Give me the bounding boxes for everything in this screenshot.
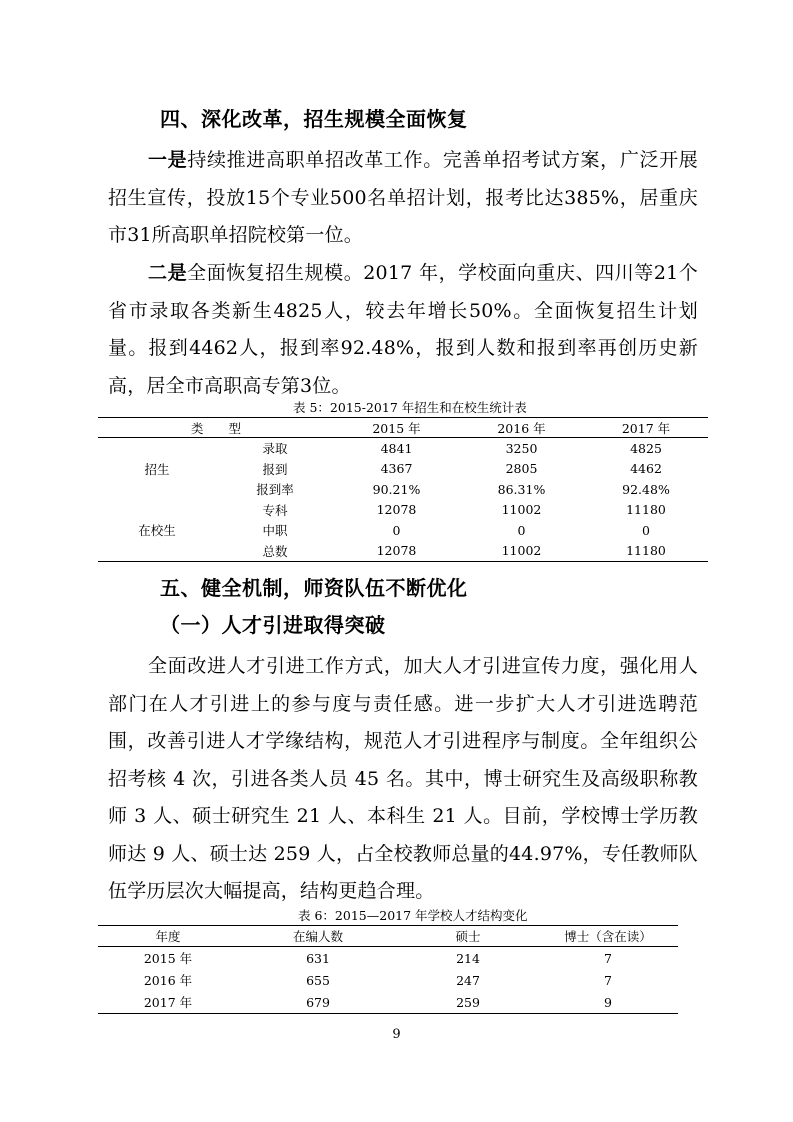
row-label: 总数	[262, 543, 288, 559]
cell: 2015 年	[143, 951, 193, 966]
talent-structure-table	[98, 925, 678, 1014]
cell: 3250	[505, 440, 538, 456]
cell: 0	[392, 522, 401, 538]
cell: 2017 年	[143, 995, 193, 1010]
cell: 631	[306, 950, 330, 966]
table-header-row	[98, 418, 708, 438]
header-type: 类 型	[98, 418, 334, 438]
paragraph-recruitment-scale	[108, 255, 698, 405]
cell: 12078	[376, 502, 417, 518]
cell: 2016 年	[143, 973, 193, 988]
cell: 4841	[380, 440, 413, 456]
cell: 11002	[501, 502, 542, 518]
section-heading-4: 四、深化改革，招生规模全面恢复	[160, 107, 468, 131]
row-label: 专科	[262, 502, 288, 518]
cell: 11180	[626, 502, 666, 518]
table5-caption: 表 5：2015-2017 年招生和在校生统计表	[293, 400, 527, 415]
header-staff: 在编人数	[238, 926, 398, 947]
cell: 259	[456, 994, 480, 1010]
row-label: 中职	[262, 523, 288, 539]
cell: 2805	[505, 461, 538, 477]
cell: 12078	[376, 543, 417, 559]
row-label: 报到	[262, 461, 288, 477]
table-row	[98, 438, 708, 459]
cell: 0	[517, 522, 526, 538]
group-label-enrolled: 在校生	[138, 523, 176, 539]
cell: 4825	[630, 440, 662, 456]
paragraph-text: 全面恢复招生规模。2017 年，学校面向重庆、四川等21个省市录取各类新生4825人，较去年增长50%。全面恢复招生计划量。报到4462人，报到率92.48%，报到人数和报到率再创历史新高，居全市高职高专第3位。	[108, 262, 698, 397]
subsection-heading-1: （一）人才引进取得突破	[160, 613, 386, 637]
table-row	[98, 991, 678, 1014]
cell: 679	[306, 994, 330, 1010]
paragraph-lead: 二是	[148, 262, 188, 284]
row-label: 报到率	[256, 482, 294, 498]
cell: 9	[604, 994, 612, 1010]
header-master: 硕士	[398, 926, 538, 947]
cell: 7	[604, 972, 612, 988]
cell: 0	[642, 522, 650, 538]
section-heading-5: 五、健全机制，师资队伍不断优化	[160, 576, 468, 600]
page-number: 9	[392, 1027, 401, 1042]
paragraph-lead: 一是	[148, 149, 188, 171]
table6-caption: 表 6：2015—2017 年学校人才结构变化	[298, 908, 528, 923]
cell: 4462	[630, 461, 662, 477]
cell: 7	[604, 950, 612, 966]
paragraph-text: 持续推进高职单招改革工作。完善单招考试方案，广泛开展招生宣传，投放15个专业500名单招计划，报考比达385%，居重庆市31所高职单招院校第一位。	[108, 149, 699, 246]
cell: 11180	[626, 543, 666, 559]
header-phd: 博士（含在读）	[538, 926, 678, 947]
paragraph-recruitment-reform	[108, 142, 698, 255]
table-row	[98, 500, 708, 521]
table-row	[98, 947, 678, 970]
cell: 4367	[380, 461, 413, 477]
cell: 655	[306, 972, 330, 988]
cell: 90.21%	[372, 481, 421, 497]
enrollment-statistics-table	[98, 417, 708, 562]
header-year: 年度	[98, 926, 238, 947]
group-label-enrollment: 招生	[144, 461, 170, 477]
cell: 11002	[501, 543, 542, 559]
header-2017: 2017 年	[584, 418, 708, 438]
cell: 214	[456, 950, 480, 966]
cell: 92.48%	[622, 481, 670, 497]
table-header-row	[98, 926, 678, 947]
header-2015: 2015 年	[334, 418, 459, 438]
table-row	[98, 969, 678, 991]
paragraph-talent-recruitment: 全面改进人才引进工作方式，加大人才引进宣传力度，强化用人部门在人才引进上的参与度与责任感。进一步扩大人才引进选聘范围，改善引进人才学缘结构，规范人才引进程序与制度。全年组织公招考核 4 次，引进各类人员 45 名。其中，博士研究生及高级职称教师 3 人、硕士研究生 21 人、本科生 21 人。目前，学校博士学历教师达 9 人、硕士达 259 人，占全校教师总量的44.97%，专任教师队伍学历层次大幅提高，结构更趋合理。	[108, 655, 698, 902]
header-2016: 2016 年	[459, 418, 584, 438]
row-label: 录取	[262, 441, 288, 457]
cell: 86.31%	[497, 481, 546, 497]
cell: 247	[456, 972, 480, 988]
